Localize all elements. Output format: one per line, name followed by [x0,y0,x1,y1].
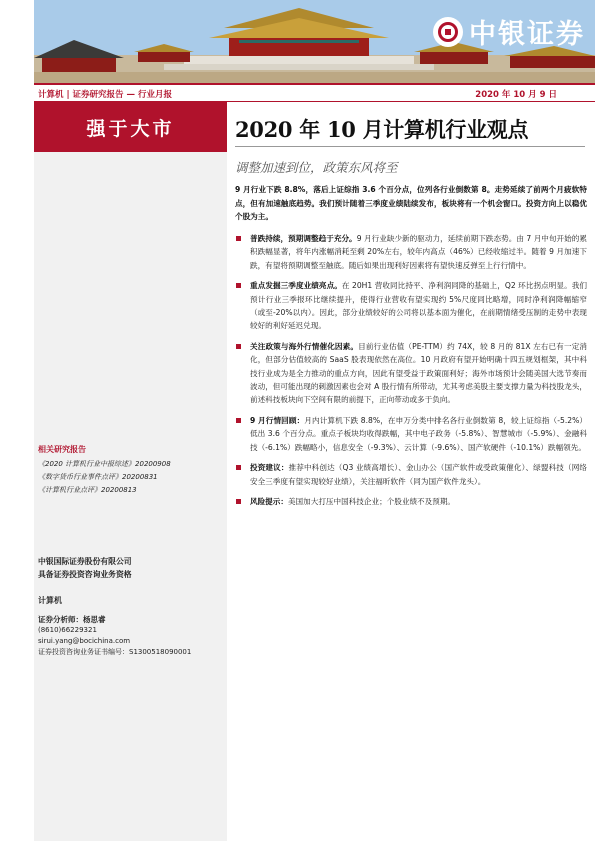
key-point-text: 月内计算机下跌 8.8%，在申万分类中排名各行业倒数第 8，较上证综指（-5.2%）低出 3.6 个百分点。重点子板块均收得跌幅，其中电子政务（-5.8%）、智慧城市（-5.9%）、金融科技（-6.1%）跌幅略小，信息安全（-9.3%）、云计算（-9.6%）、国产软硬件（-10.1%）跌幅领先。 [250,415,587,452]
analyst-email[interactable]: sirui.yang@bocichina.com [38,637,131,645]
summary-paragraph: 9 月行业下跌 8.8%，落后上证综指 3.6 个百分点，位列各行业倒数第 8。走势延续了前两个月疲软特点，但有加速触底趋势。我们预计随着三季度业绩陆续发布，板块将有一个机会窗口。投资方向上以稳优个股为主。 [235,185,587,221]
hero-banner [34,0,595,83]
report-title: 2020 年 10 月计算机行业观点 [235,117,529,142]
bank-logo-icon [433,17,463,47]
related-reports-list [38,458,226,497]
title-divider [235,146,585,147]
key-point-lead: 风险提示： [250,496,288,506]
sector-label: 计算机 [38,596,62,605]
key-point-item [235,232,587,272]
left-sidebar [34,102,227,841]
analyst-license: 证券投资咨询业务证书编号：S1300518090001 [38,648,192,656]
bullet-square-icon [236,499,241,504]
key-point-lead: 普跌持续，预期调整趋于充分。 [250,234,357,243]
related-report-item[interactable]: 《数字货币行业事件点评》20200831 [38,473,158,481]
brand-name: 中银证券 [469,19,585,50]
key-point-text: 推荐中科创达（Q3 业绩高增长）、金山办公（国产软件或受政策催化）、绿盟科技（网络安全三季度有望实现较好业绩），关注福昕软件（同为国产软件龙头）。 [250,463,588,486]
key-point-item [235,461,587,488]
rating-box [34,102,227,152]
key-point-lead: 关注政策与海外行情催化因素。 [250,341,359,351]
report-category: 计算机 | 证券研究报告 — 行业月报 [38,90,172,100]
report-date: 2020 年 10 月 9 日 [475,90,557,100]
company-qualification: 具备证券投资咨询业务资格 [38,570,132,579]
analyst-phone: (8610)66229321 [38,626,97,634]
key-point-text: 美国加大打压中国科技企业；个股业绩不及预期。 [287,496,456,506]
bullet-square-icon [236,283,241,288]
company-info [38,555,132,581]
key-point-lead: 重点发掘三季度业绩亮点。 [250,281,342,291]
key-point-item [235,495,587,508]
key-point-item [235,340,587,407]
bullet-square-icon [236,465,241,470]
key-point-lead: 9 月行情回顾： [250,415,305,425]
key-point-lead: 投资建议： [250,463,289,473]
bullet-square-icon [236,344,241,349]
header-divider [34,83,595,85]
key-point-text: 9 月行业缺少新的驱动力，延续前期下跌态势。由 7 月中旬开始的累积跌幅显著，将年内涨幅消耗至剩 20%左右，较年内高点（46%）已经收缩过半。随着 9 月加速下跌，有望将预期调整至触底。随后如果出现利好因素将有望快速反弹至上行行情中。 [250,234,588,270]
bullet-square-icon [236,236,241,241]
analyst-info [38,614,191,658]
key-point-text: 在 20H1 营收同比持平、净利润同降的基础上，Q2 环比拐点明显。我们预计行业三季报环比继续提升，使得行业营收有望实现约 5%尺度同比略增，同时净利润降幅缩窄（或至-20%以内）。因此，部分业绩较好的公司将以基本面为催化，在前期情绪受压制的走势中表现较好的利好延迟兑现。 [250,281,587,331]
key-point-text: 目前行业估值（PE-TTM）约 74X，较 8 月的 81X 左右已有一定消化，但部分估值较高的 SaaS 股表现依然在高位。10 月政府有望开始明确十四五规划框架，其中科技行业成为是全力推动的重点方向，因此有望受益于政策面利好；海外市场预计会随美国大选节奏而波动，但可能出现的刺激因素也会对 A 股行情有所带动，尤其考虑美股主要支撑力量为科技股龙头，前述科技板块向下空间有限的前提下，正向带动或多于负向。 [250,341,588,405]
bullet-square-icon [236,418,241,423]
company-name: 中银国际证券股份有限公司 [38,557,132,566]
related-reports-title: 相关研究报告 [38,445,86,454]
related-report-item[interactable]: 《计算机行业点评》20200813 [38,486,137,494]
related-report-item[interactable]: 《2020 计算机行业中报综述》20200908 [38,460,171,468]
analyst-name: 证券分析师：杨思睿 [38,615,106,624]
key-point-item [235,414,587,454]
key-points-list [235,232,587,515]
report-subtitle: 调整加速到位，政策东风将至 [235,160,398,175]
rating-label: 强于大市 [86,117,175,140]
key-point-item [235,279,587,333]
brand-logo [433,12,585,51]
